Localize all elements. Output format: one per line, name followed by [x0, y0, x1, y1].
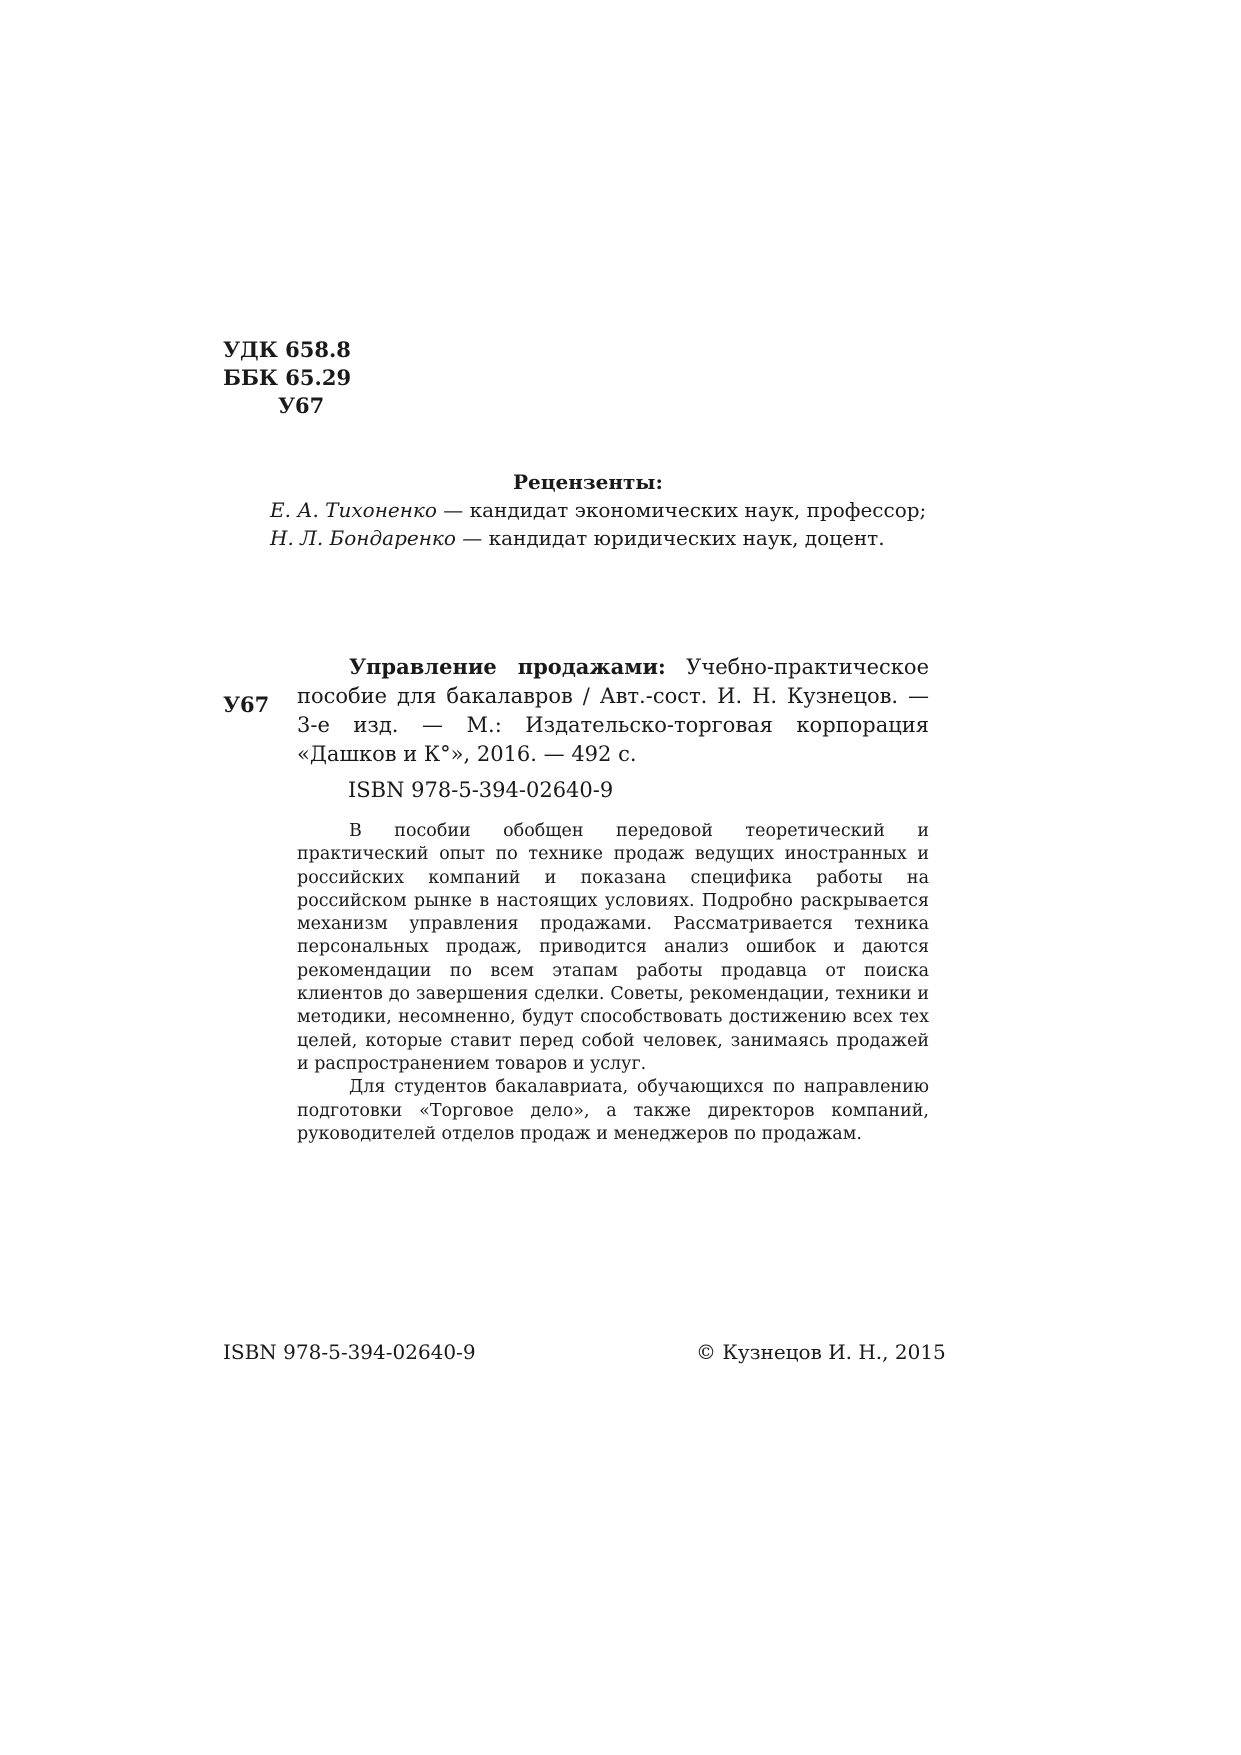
udk-code: УДК 658.8 — [223, 337, 351, 362]
reviewer-desc: — кандидат юридических наук, доцент. — [455, 526, 885, 550]
author-mark: У67 — [278, 393, 325, 418]
cutter-mark: У67 — [223, 692, 270, 717]
book-title: Управление продажами: — [349, 654, 666, 679]
annotation-paragraph: Для студентов бакалавриата, обучающихся по направлению подготовки «Торговое дело», а также директоров компаний, руководителей отделов продаж и менеджеров по продажам. — [297, 1077, 929, 1144]
reviewer-name: Н. Л. Бондаренко — [270, 526, 456, 550]
reviewer-line — [270, 496, 970, 524]
annotation — [297, 820, 929, 1146]
reviewer-line — [270, 524, 970, 552]
reviewers-title: Рецензенты: — [513, 470, 663, 494]
bbk-code: ББК 65.29 — [223, 365, 352, 390]
reviewer-name: Е. А. Тихоненко — [270, 498, 437, 522]
bibliographic-text — [297, 652, 929, 769]
copyright: © Кузнецов И. Н., 2015 — [696, 1340, 946, 1364]
reviewer-desc: — кандидат экономических наук, профессор; — [436, 498, 927, 522]
footer-isbn: ISBN 978-5-394-02640-9 — [223, 1340, 476, 1364]
bibliographic-record — [297, 652, 929, 769]
classification-codes — [223, 336, 351, 420]
reviewers-block — [270, 468, 970, 552]
annotation-paragraph: В пособии обобщен передовой теоретический и практический опыт по технике продаж ведущих иностранных и российских компаний и показана специфика работы на российском рынке в настоящих условиях. Подробно раскрывается механизм управления продажами. Рассматривается техника персональных продаж, приводится анализ ошибок и даются рекомендации по всем этапам работы продавца от поиска клиентов до завершения сделки. Советы, рекомендации, техники и методики, несомненно, будут способствовать достижению всех тех целей, которые ставит перед собой человек, занимаясь продажей и распространением товаров и услуг. — [297, 821, 929, 1074]
record-isbn: ISBN 978-5-394-02640-9 — [348, 778, 614, 802]
book-description: Учебно-практическое пособие для бакалавров / Авт.-сост. И. Н. Кузнецов. — 3-е изд. — М.: Издательско-торговая корпорация «Дашков и К°», 2016. — 492 с. — [297, 655, 929, 766]
